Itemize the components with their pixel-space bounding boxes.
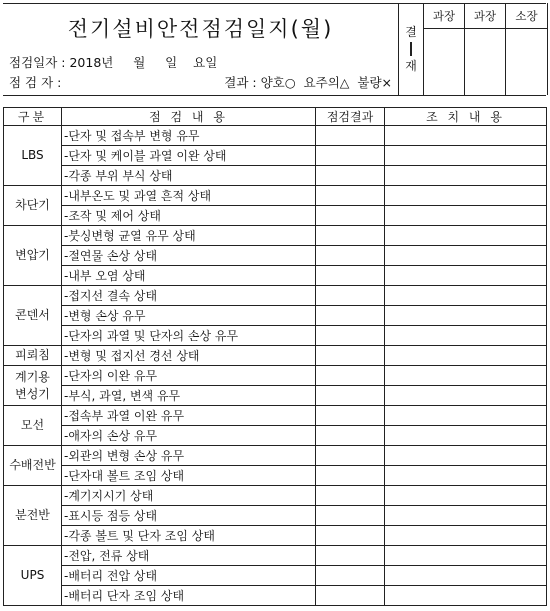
inspection-item-cell: -단자대 볼트 조임 상태 bbox=[62, 466, 316, 486]
table-row bbox=[4, 226, 547, 246]
table-row bbox=[4, 586, 547, 606]
category-cell: 콘덴서 bbox=[4, 286, 62, 346]
category-cell: 변압기 bbox=[4, 226, 62, 286]
result-input-cell[interactable] bbox=[316, 506, 385, 526]
inspection-item-cell: -단자 및 케이블 과열 이완 상태 bbox=[62, 146, 316, 166]
table-row bbox=[4, 426, 547, 446]
result-input-cell[interactable] bbox=[316, 486, 385, 506]
table-row bbox=[4, 166, 547, 186]
inspection-item-cell: -부식, 과열, 변색 유무 bbox=[62, 386, 316, 406]
inspection-date-line: 점검일자 : 2018년 월 일 요일 bbox=[9, 55, 218, 70]
result-input-cell[interactable] bbox=[316, 546, 385, 566]
inspection-item-cell: -전압, 전류 상태 bbox=[62, 546, 316, 566]
result-input-cell[interactable] bbox=[316, 166, 385, 186]
column-header-action: 조 치 내 용 bbox=[385, 108, 547, 126]
approval-label-bottom: 재 bbox=[405, 59, 417, 73]
result-input-cell[interactable] bbox=[316, 306, 385, 326]
action-input-cell[interactable] bbox=[385, 126, 547, 146]
inspection-item-cell: -내부 오염 상태 bbox=[62, 266, 316, 286]
table-row bbox=[4, 266, 547, 286]
action-input-cell[interactable] bbox=[385, 546, 547, 566]
inspection-item-cell: -외관의 변형 손상 유무 bbox=[62, 446, 316, 466]
result-input-cell[interactable] bbox=[316, 206, 385, 226]
table-row bbox=[4, 146, 547, 166]
table-row bbox=[4, 206, 547, 226]
column-header-items: 점 검 내 용 bbox=[62, 108, 316, 126]
result-legend: 결과 : 양호○ 요주의△ 불량× bbox=[224, 75, 392, 90]
table-body bbox=[4, 126, 547, 606]
header-block bbox=[3, 3, 398, 95]
table-row bbox=[4, 406, 547, 426]
category-cell: 분전반 bbox=[4, 486, 62, 546]
inspection-item-cell: -배터리 전압 상태 bbox=[62, 566, 316, 586]
inspection-item-cell: -계기지시기 상태 bbox=[62, 486, 316, 506]
header-bottom-rule bbox=[3, 95, 546, 96]
result-input-cell[interactable] bbox=[316, 526, 385, 546]
result-input-cell[interactable] bbox=[316, 326, 385, 346]
table-row bbox=[4, 466, 547, 486]
table-row bbox=[4, 506, 547, 526]
action-input-cell[interactable] bbox=[385, 526, 547, 546]
inspection-item-cell: -변형 손상 유무 bbox=[62, 306, 316, 326]
table-row bbox=[4, 386, 547, 406]
result-input-cell[interactable] bbox=[316, 426, 385, 446]
result-input-cell[interactable] bbox=[316, 146, 385, 166]
inspection-item-cell: -각종 부위 부식 상태 bbox=[62, 166, 316, 186]
category-cell: 계기용 변성기 bbox=[4, 366, 62, 406]
action-input-cell[interactable] bbox=[385, 506, 547, 526]
inspection-item-cell: -단자의 과열 및 단자의 손상 유무 bbox=[62, 326, 316, 346]
inspection-item-cell: -접지선 결속 상태 bbox=[62, 286, 316, 306]
result-input-cell[interactable] bbox=[316, 386, 385, 406]
action-input-cell[interactable] bbox=[385, 586, 547, 606]
inspection-item-cell: -내부온도 및 과열 흔적 상태 bbox=[62, 186, 316, 206]
action-input-cell[interactable] bbox=[385, 286, 547, 306]
header-top-rule bbox=[3, 3, 546, 4]
inspection-item-cell: -각종 볼트 및 단자 조임 상태 bbox=[62, 526, 316, 546]
result-input-cell[interactable] bbox=[316, 126, 385, 146]
table-row bbox=[4, 326, 547, 346]
action-input-cell[interactable] bbox=[385, 566, 547, 586]
result-input-cell[interactable] bbox=[316, 466, 385, 486]
action-input-cell[interactable] bbox=[385, 486, 547, 506]
action-input-cell[interactable] bbox=[385, 466, 547, 486]
approval-divider-mark bbox=[410, 42, 412, 56]
approval-sign-1[interactable] bbox=[424, 29, 465, 95]
approval-role-1: 과장 bbox=[424, 3, 465, 29]
action-input-cell[interactable] bbox=[385, 226, 547, 246]
result-input-cell[interactable] bbox=[316, 366, 385, 386]
category-cell: 차단기 bbox=[4, 186, 62, 226]
result-input-cell[interactable] bbox=[316, 246, 385, 266]
action-input-cell[interactable] bbox=[385, 326, 547, 346]
table-row bbox=[4, 246, 547, 266]
table-row bbox=[4, 186, 547, 206]
action-input-cell[interactable] bbox=[385, 206, 547, 226]
page-title: 전기설비안전점검일지(월) bbox=[67, 17, 334, 41]
approval-label-top: 결 bbox=[405, 25, 417, 39]
table-row bbox=[4, 366, 547, 386]
action-input-cell[interactable] bbox=[385, 266, 547, 286]
action-input-cell[interactable] bbox=[385, 166, 547, 186]
inspection-item-cell: -배터리 단자 조임 상태 bbox=[62, 586, 316, 606]
category-cell: UPS bbox=[4, 546, 62, 606]
table-row bbox=[4, 306, 547, 326]
result-input-cell[interactable] bbox=[316, 186, 385, 206]
inspection-table bbox=[3, 107, 547, 606]
result-input-cell[interactable] bbox=[316, 446, 385, 466]
result-input-cell[interactable] bbox=[316, 346, 385, 366]
inspection-item-cell: -조작 및 제어 상태 bbox=[62, 206, 316, 226]
action-input-cell[interactable] bbox=[385, 346, 547, 366]
result-input-cell[interactable] bbox=[316, 566, 385, 586]
table-row bbox=[4, 346, 547, 366]
table-row bbox=[4, 446, 547, 466]
inspection-item-cell: -애자의 손상 유무 bbox=[62, 426, 316, 446]
category-cell: LBS bbox=[4, 126, 62, 186]
action-input-cell[interactable] bbox=[385, 146, 547, 166]
action-input-cell[interactable] bbox=[385, 246, 547, 266]
action-input-cell[interactable] bbox=[385, 186, 547, 206]
result-input-cell[interactable] bbox=[316, 266, 385, 286]
action-input-cell[interactable] bbox=[385, 306, 547, 326]
action-input-cell[interactable] bbox=[385, 406, 547, 426]
action-input-cell[interactable] bbox=[385, 386, 547, 406]
inspection-item-cell: -변형 및 접지선 경선 상태 bbox=[62, 346, 316, 366]
category-cell: 수배전반 bbox=[4, 446, 62, 486]
result-input-cell[interactable] bbox=[316, 406, 385, 426]
inspection-item-cell: -접속부 과열 이완 유무 bbox=[62, 406, 316, 426]
action-input-cell[interactable] bbox=[385, 426, 547, 446]
action-input-cell[interactable] bbox=[385, 446, 547, 466]
column-header-category: 구분 bbox=[4, 108, 62, 126]
table-row bbox=[4, 486, 547, 506]
table-header-row bbox=[4, 108, 547, 126]
inspection-item-cell: -절연물 손상 상태 bbox=[62, 246, 316, 266]
approval-label bbox=[399, 3, 424, 95]
category-cell: 모선 bbox=[4, 406, 62, 446]
inspection-item-cell: -붓싱변형 균열 유무 상태 bbox=[62, 226, 316, 246]
approval-role-3: 소장 bbox=[506, 3, 547, 29]
table-row bbox=[4, 286, 547, 306]
approval-box bbox=[398, 3, 548, 95]
inspection-item-cell: -단자 및 접속부 변형 유무 bbox=[62, 126, 316, 146]
table-row bbox=[4, 126, 547, 146]
approval-sign-2[interactable] bbox=[465, 29, 506, 95]
column-header-result: 점검결과 bbox=[316, 108, 385, 126]
result-input-cell[interactable] bbox=[316, 226, 385, 246]
approval-sign-3[interactable] bbox=[506, 29, 547, 95]
approval-role-2: 과장 bbox=[465, 3, 506, 29]
inspection-item-cell: -표시등 점등 상태 bbox=[62, 506, 316, 526]
result-input-cell[interactable] bbox=[316, 586, 385, 606]
action-input-cell[interactable] bbox=[385, 366, 547, 386]
category-cell: 피뢰침 bbox=[4, 346, 62, 366]
inspection-item-cell: -단자의 이완 유무 bbox=[62, 366, 316, 386]
result-input-cell[interactable] bbox=[316, 286, 385, 306]
table-row bbox=[4, 566, 547, 586]
table-row bbox=[4, 526, 547, 546]
table-row bbox=[4, 546, 547, 566]
inspector-line: 점 검 자 : bbox=[9, 75, 62, 90]
